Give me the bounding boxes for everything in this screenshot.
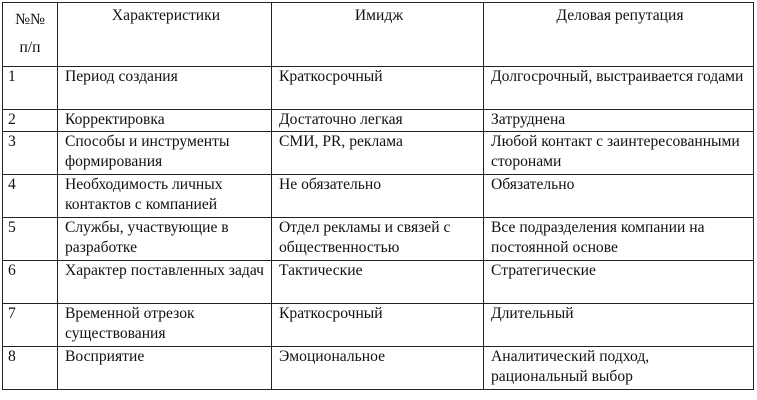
row-number: 4: [3, 175, 58, 218]
row-reputation: Все подразделения компании на постоянной основе: [484, 218, 754, 261]
row-image: Достаточно легкая: [272, 110, 484, 132]
table-row: [3, 218, 754, 261]
row-reputation: Длительный: [484, 304, 754, 347]
row-characteristic: Период создания: [58, 67, 272, 110]
header-image: Имидж: [272, 3, 484, 67]
row-image: Краткосрочный: [272, 67, 484, 110]
header-characteristics: Характеристики: [58, 3, 272, 67]
row-reputation: Любой контакт с заинтересованными сторонами: [484, 132, 754, 175]
row-number: 5: [3, 218, 58, 261]
row-characteristic: Восприятие: [58, 347, 272, 390]
table-row: [3, 304, 754, 347]
row-number: 6: [3, 261, 58, 304]
row-characteristic: Необходимость личных контактов с компанией: [58, 175, 272, 218]
row-characteristic: Характер поставленных задач: [58, 261, 272, 304]
row-characteristic: Временной отрезок существования: [58, 304, 272, 347]
row-reputation: Долгосрочный, выстраивается годами: [484, 67, 754, 110]
row-number: 8: [3, 347, 58, 390]
table-row: [3, 261, 754, 304]
row-reputation: Стратегические: [484, 261, 754, 304]
row-number: 2: [3, 110, 58, 132]
header-number-line2: п/п: [19, 39, 41, 56]
row-image: Отдел рекламы и связей с общественностью: [272, 218, 484, 261]
row-characteristic: Службы, участвующие в разработке: [58, 218, 272, 261]
row-image: Эмоциональное: [272, 347, 484, 390]
row-reputation: Аналитический подход, рациональный выбор: [484, 347, 754, 390]
table-row: [3, 67, 754, 110]
row-image: Не обязательно: [272, 175, 484, 218]
table-row: [3, 132, 754, 175]
table-row: [3, 110, 754, 132]
row-number: 1: [3, 67, 58, 110]
row-number: 3: [3, 132, 58, 175]
row-image: СМИ, PR, реклама: [272, 132, 484, 175]
row-image: Краткосрочный: [272, 304, 484, 347]
table-row: [3, 347, 754, 390]
header-number: [3, 3, 58, 67]
header-number-line1: №№: [15, 11, 45, 28]
table-body: [3, 67, 754, 390]
row-characteristic: Корректировка: [58, 110, 272, 132]
comparison-table: [2, 2, 754, 390]
header-row: [3, 3, 754, 67]
row-image: Тактические: [272, 261, 484, 304]
row-reputation: Затруднена: [484, 110, 754, 132]
row-characteristic: Способы и инструменты формирования: [58, 132, 272, 175]
row-number: 7: [3, 304, 58, 347]
table-header: [3, 3, 754, 67]
header-reputation: Деловая репутация: [484, 3, 754, 67]
table-row: [3, 175, 754, 218]
row-reputation: Обязательно: [484, 175, 754, 218]
